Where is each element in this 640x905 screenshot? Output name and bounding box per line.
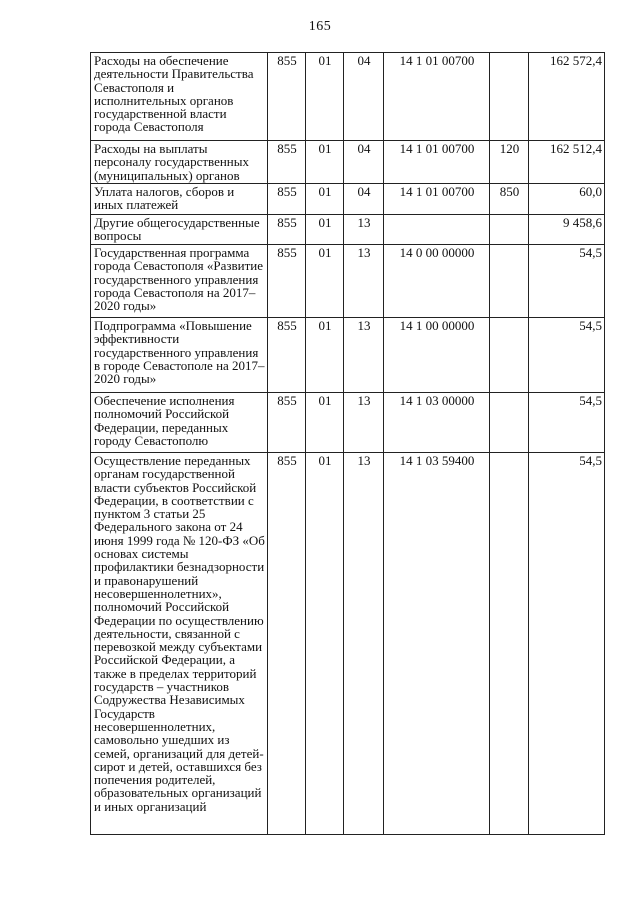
- subsection-code: 04: [344, 141, 384, 184]
- amount: 54,5: [529, 453, 605, 835]
- target-article-code: 14 1 03 59400: [384, 453, 490, 835]
- page-number: 165: [308, 19, 332, 34]
- target-article-code: 14 0 00 00000: [384, 245, 490, 318]
- row-name: Государственная программа города Севастополя «Развитие государственного управления города Севастополя на 2017–2020 годы»: [91, 245, 268, 318]
- subsection-code: 13: [344, 393, 384, 453]
- expense-type-code: [490, 245, 529, 318]
- row-name: Уплата налогов, сборов и иных платежей: [91, 184, 268, 215]
- expense-type-code: [490, 215, 529, 245]
- ved-code: 855: [268, 53, 306, 141]
- amount: 162 572,4: [529, 53, 605, 141]
- row-name: Подпрограмма «Повышение эффективности государственного управления в городе Севастополе на 2017–2020 годы»: [91, 318, 268, 393]
- target-article-code: 14 1 01 00700: [384, 53, 490, 141]
- row-name: Расходы на выплаты персоналу государственных (муниципальных) органов: [91, 141, 268, 184]
- target-article-code: 14 1 01 00700: [384, 141, 490, 184]
- amount: 9 458,6: [529, 215, 605, 245]
- target-article-code: 14 1 03 00000: [384, 393, 490, 453]
- table-row: [91, 453, 605, 835]
- table-row: [91, 318, 605, 393]
- amount: 54,5: [529, 318, 605, 393]
- row-name: Расходы на обеспечение деятельности Правительства Севастополя и исполнительных органов государственной власти города Севастополя: [91, 53, 268, 141]
- expense-type-code: [490, 393, 529, 453]
- subsection-code: 04: [344, 184, 384, 215]
- subsection-code: 13: [344, 215, 384, 245]
- ved-code: 855: [268, 453, 306, 835]
- subsection-code: 13: [344, 245, 384, 318]
- ved-code: 855: [268, 215, 306, 245]
- section-code: 01: [306, 453, 344, 835]
- section-code: 01: [306, 141, 344, 184]
- subsection-code: 04: [344, 53, 384, 141]
- table-row: [91, 215, 605, 245]
- table-row: [91, 245, 605, 318]
- section-code: 01: [306, 215, 344, 245]
- subsection-code: 13: [344, 453, 384, 835]
- table-row: [91, 53, 605, 141]
- expense-type-code: 120: [490, 141, 529, 184]
- target-article-code: 14 1 01 00700: [384, 184, 490, 215]
- section-code: 01: [306, 318, 344, 393]
- row-name: Осуществление переданных органам государственной власти субъектов Российской Федерации, в соответствии с пунктом 3 статьи 25 Федерального закона от 24 июня 1999 года № 120-ФЗ «Об основах системы профилактики безнадзорности и правонарушений несовершеннолетних», полномочий Российской Федерации по осуществлению деятельности, связанной с перевозкой между субъектами Российской Федерации, а также в пределах территорий государств – участников Содружества Независимых Государств несовершеннолетних, самовольно ушедших из семей, организаций для детей-сирот и детей, оставшихся без попечения родителей, образовательных организаций и иных организаций: [91, 453, 268, 835]
- ved-code: 855: [268, 184, 306, 215]
- row-name: Другие общегосударственные вопросы: [91, 215, 268, 245]
- expense-type-code: [490, 53, 529, 141]
- target-article-code: 14 1 00 00000: [384, 318, 490, 393]
- table-row: [91, 184, 605, 215]
- ved-code: 855: [268, 393, 306, 453]
- section-code: 01: [306, 53, 344, 141]
- subsection-code: 13: [344, 318, 384, 393]
- amount: 162 512,4: [529, 141, 605, 184]
- ved-code: 855: [268, 245, 306, 318]
- ved-code: 855: [268, 141, 306, 184]
- amount: 60,0: [529, 184, 605, 215]
- expense-type-code: 850: [490, 184, 529, 215]
- budget-table: [90, 52, 605, 835]
- table-row: [91, 141, 605, 184]
- table-row: [91, 393, 605, 453]
- section-code: 01: [306, 184, 344, 215]
- row-name: Обеспечение исполнения полномочий Российской Федерации, переданных городу Севастополю: [91, 393, 268, 453]
- target-article-code: [384, 215, 490, 245]
- expense-type-code: [490, 318, 529, 393]
- section-code: 01: [306, 245, 344, 318]
- expense-type-code: [490, 453, 529, 835]
- amount: 54,5: [529, 245, 605, 318]
- ved-code: 855: [268, 318, 306, 393]
- amount: 54,5: [529, 393, 605, 453]
- section-code: 01: [306, 393, 344, 453]
